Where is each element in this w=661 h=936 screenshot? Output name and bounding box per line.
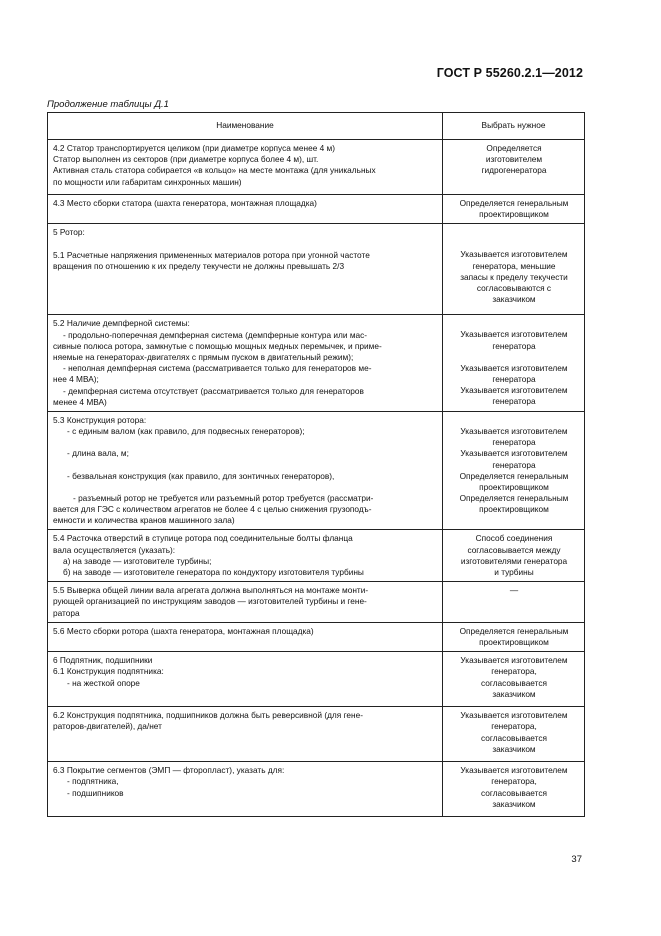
cell-line: — bbox=[509, 585, 519, 596]
cell-line: Указывается изготовителем bbox=[460, 426, 568, 437]
cell-line: Указывается изготовителем bbox=[460, 385, 568, 396]
cell-line: - подшипников bbox=[67, 787, 124, 798]
cell-line: - разъемный ротор не требуется или разъемный ротор требуется (рассматри- bbox=[73, 492, 374, 503]
cell-line: Указывается изготовителем bbox=[460, 329, 568, 340]
cell-line: - подпятника, bbox=[67, 776, 119, 787]
cell-line: согласовывается bbox=[481, 787, 547, 798]
cell-line: запасы к пределу текучести bbox=[460, 271, 568, 282]
cell-line: генератора bbox=[492, 459, 536, 470]
row-choice bbox=[443, 140, 585, 195]
cell-line: заказчиком bbox=[492, 743, 536, 754]
cell-line: Определяется генеральным bbox=[459, 470, 569, 481]
table-row bbox=[48, 707, 585, 762]
cell-line: Статор выполнен из секторов (при диаметре корпуса более 4 м), шт. bbox=[53, 154, 319, 165]
cell-line: Определяется генеральным bbox=[459, 625, 569, 636]
cell-line: Активная сталь статора собирается «в кольцо» на месте монтажа (для уникальных bbox=[53, 165, 376, 176]
cell-line: согласовывается между bbox=[467, 544, 561, 555]
cell-line: 4.2 Статор транспортируется целиком (при диаметре корпуса менее 4 м) bbox=[53, 143, 335, 153]
cell-line: няемые на генераторах-двигателях с прямым пуском в двигательный режим); bbox=[53, 352, 354, 363]
row-description bbox=[48, 762, 443, 817]
cell-line: Определяется генеральным bbox=[459, 198, 569, 208]
requirements-table bbox=[47, 112, 585, 817]
standard-designation: ГОСТ Р 55260.2.1—2012 bbox=[436, 66, 583, 80]
cell-line: Определяется bbox=[486, 143, 542, 153]
cell-line: гидрогенератора bbox=[481, 165, 547, 176]
table-row bbox=[48, 622, 585, 651]
cell-line: 5.5 Выверка общей линии вала агрегата должна выполняться на монтаже монти- bbox=[53, 585, 369, 596]
cell-line: 6.2 Конструкция подпятника, подшипников должна быть реверсивной (для гене- bbox=[53, 710, 363, 721]
cell-line: 6 Подпятник, подшипники bbox=[53, 655, 153, 666]
row-description bbox=[48, 622, 443, 651]
cell-line: и турбины bbox=[494, 567, 534, 578]
table-row bbox=[48, 582, 585, 623]
cell-line: заказчиком bbox=[492, 688, 536, 699]
table-row bbox=[48, 652, 585, 707]
table-row bbox=[48, 412, 585, 530]
row-choice bbox=[443, 195, 585, 224]
row-choice bbox=[443, 652, 585, 707]
cell-line: проектировщиком bbox=[479, 482, 549, 493]
cell-line: генератора bbox=[492, 437, 536, 448]
table-row bbox=[48, 195, 585, 224]
table-caption: Продолжение таблицы Д.1 bbox=[47, 99, 169, 110]
cell-line: Указывается изготовителем bbox=[460, 655, 568, 666]
row-choice bbox=[443, 622, 585, 651]
cell-line: проектировщиком bbox=[479, 637, 549, 648]
table-row bbox=[48, 762, 585, 817]
cell-line: генератора, bbox=[491, 721, 537, 732]
cell-line: менее 4 МВА) bbox=[53, 396, 107, 407]
row-choice bbox=[443, 530, 585, 582]
cell-line: вается для ГЭС с количеством агрегатов не более 4 с целью снижения грузоподъ- bbox=[53, 504, 372, 515]
table-row bbox=[48, 315, 585, 412]
cell-line: емности и количества кранов машинного зала) bbox=[53, 515, 235, 526]
cell-line: изготовителем bbox=[485, 154, 543, 165]
cell-line: согласовывается bbox=[481, 677, 547, 688]
column-header-name: Наименование bbox=[48, 113, 443, 140]
cell-line: заказчиком bbox=[492, 294, 536, 305]
table-row bbox=[48, 224, 585, 315]
cell-line: согласовывается bbox=[481, 732, 547, 743]
cell-line: раторов-двигателей), да/нет bbox=[53, 721, 162, 732]
cell-line: - на жесткой опоре bbox=[67, 677, 140, 688]
row-description bbox=[48, 140, 443, 195]
cell-line: генератора, bbox=[491, 776, 537, 787]
cell-line: генератора bbox=[492, 374, 536, 385]
cell-line: 5.3 Конструкция ротора: bbox=[53, 415, 147, 426]
cell-line: 5.1 Расчетные напряжения примененных материалов ротора при угонной частоте bbox=[53, 249, 370, 260]
column-header-choose: Выбрать нужное bbox=[443, 113, 585, 140]
cell-line: Указывается изготовителем bbox=[460, 448, 568, 459]
cell-line: Указывается изготовителем bbox=[460, 765, 568, 776]
cell-line: проектировщиком bbox=[479, 209, 549, 220]
cell-line: Указывается изготовителем bbox=[460, 249, 568, 260]
row-choice bbox=[443, 412, 585, 530]
row-description bbox=[48, 582, 443, 623]
cell-line: ратора bbox=[53, 607, 80, 618]
cell-line: 5.6 Место сборки ротора (шахта генератора, монтажная площадка) bbox=[53, 625, 314, 636]
table-header-row bbox=[48, 113, 585, 140]
cell-line: - демпферная система отсутствует (рассматривается только для генераторов bbox=[63, 385, 364, 396]
cell-line: генератора, меньшие bbox=[472, 260, 556, 271]
page-number: 37 bbox=[571, 854, 582, 865]
cell-line: Указывается изготовителем bbox=[460, 710, 568, 721]
cell-line: Определяется генеральным bbox=[459, 493, 569, 504]
row-choice bbox=[443, 315, 585, 412]
cell-line: 5 Ротор: bbox=[53, 227, 85, 238]
cell-line: вала осуществляется (указать): bbox=[53, 544, 176, 555]
cell-line: нее 4 МВА); bbox=[53, 374, 99, 385]
row-description bbox=[48, 412, 443, 530]
cell-line: вращения по отношению к их пределу текучести не должны превышать 2/3 bbox=[53, 260, 345, 271]
cell-line: рующей организацией по инструкциям заводов — изготовителей турбины и гене- bbox=[53, 596, 367, 607]
cell-line: сивные полюса ротора, замкнутые с помощью мощных медных перемычек, и приме- bbox=[53, 340, 382, 351]
cell-line: - с единым валом (как правило, для подвесных генераторов); bbox=[67, 426, 305, 437]
cell-line: 6.3 Покрытие сегментов (ЭМП — фторопласт), указать для: bbox=[53, 765, 285, 776]
table-row bbox=[48, 140, 585, 195]
cell-line: - длина вала, м; bbox=[67, 448, 129, 459]
cell-line: 5.4 Расточка отверстий в ступице ротора под соединительные болты фланца bbox=[53, 533, 353, 544]
row-choice bbox=[443, 224, 585, 315]
row-choice bbox=[443, 762, 585, 817]
cell-line: - продольно-поперечная демпферная система (демпферные контура или мас- bbox=[63, 329, 368, 340]
cell-line: заказчиком bbox=[492, 798, 536, 809]
row-description bbox=[48, 224, 443, 315]
cell-line: генератора bbox=[492, 340, 536, 351]
cell-line: - безвальная конструкция (как правило, для зонтичных генераторов), bbox=[67, 470, 335, 481]
cell-line: Указывается изготовителем bbox=[460, 362, 568, 373]
cell-line: изготовителями генератора bbox=[460, 555, 568, 566]
cell-line: а) на заводе — изготовителе турбины; bbox=[63, 555, 212, 566]
cell-line: 4.3 Место сборки статора (шахта генератора, монтажная площадка) bbox=[53, 198, 317, 208]
cell-line: б) на заводе — изготовителе генератора по кондуктору изготовителя турбины bbox=[63, 567, 364, 578]
table-row bbox=[48, 530, 585, 582]
cell-line: Способ соединения bbox=[475, 533, 553, 544]
row-description bbox=[48, 195, 443, 224]
row-description bbox=[48, 707, 443, 762]
cell-line: 6.1 Конструкция подпятника: bbox=[53, 666, 164, 677]
row-choice bbox=[443, 707, 585, 762]
cell-line: - неполная демпферная система (рассматривается только для генераторов ме- bbox=[63, 363, 372, 374]
cell-line: генератора, bbox=[491, 666, 537, 677]
cell-line: согласовываются с bbox=[476, 283, 552, 294]
cell-line: 5.2 Наличие демпферной системы: bbox=[53, 318, 190, 329]
cell-line: по мощности или габаритам синхронных машин) bbox=[53, 176, 242, 187]
cell-line: генератора bbox=[492, 396, 536, 407]
cell-line: проектировщиком bbox=[479, 504, 549, 515]
row-description bbox=[48, 530, 443, 582]
row-choice bbox=[443, 582, 585, 623]
row-description bbox=[48, 315, 443, 412]
row-description bbox=[48, 652, 443, 707]
